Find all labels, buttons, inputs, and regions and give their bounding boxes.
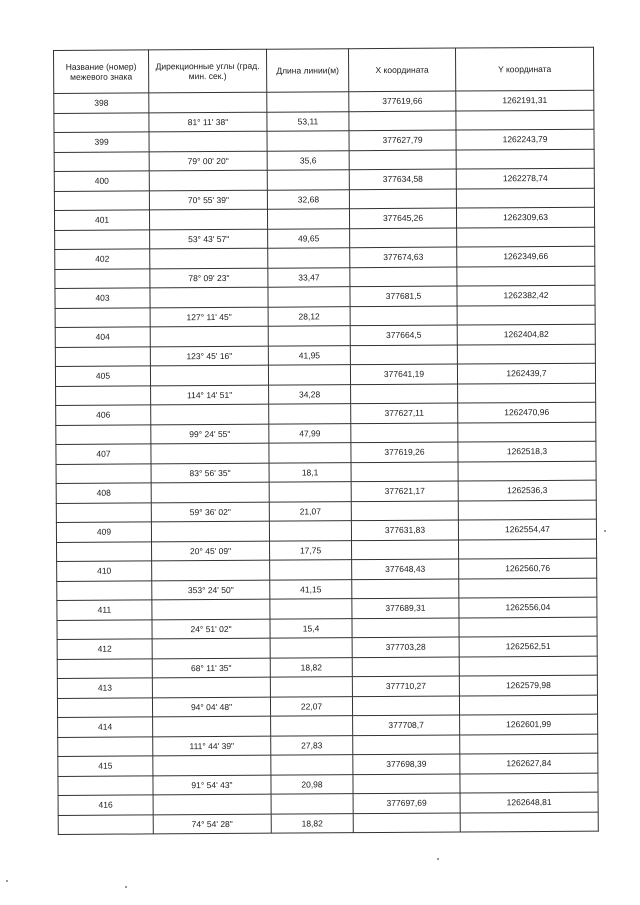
line-length: 41,95 bbox=[268, 345, 350, 365]
y-coordinate: 1262518,3 bbox=[458, 441, 596, 461]
x-coordinate: 377619,66 bbox=[349, 91, 456, 111]
direction-angle: 74° 54' 28" bbox=[153, 814, 271, 834]
y-coordinate: 1262382,42 bbox=[457, 285, 595, 305]
angle-empty bbox=[152, 560, 270, 580]
angle-empty bbox=[152, 599, 270, 619]
length-empty bbox=[267, 209, 349, 229]
direction-angle: 20° 45' 09" bbox=[152, 541, 270, 561]
y-empty bbox=[458, 383, 596, 403]
name-empty bbox=[54, 112, 149, 132]
name-empty bbox=[56, 463, 151, 483]
direction-angle: 114° 14' 51" bbox=[151, 385, 269, 405]
length-empty bbox=[270, 638, 352, 658]
direction-angle: 83° 56' 35" bbox=[151, 463, 269, 483]
line-length: 18,82 bbox=[270, 657, 352, 677]
y-coordinate: 1262404,82 bbox=[457, 324, 595, 344]
angle-empty bbox=[153, 755, 271, 775]
y-coordinate: 1262562,51 bbox=[459, 636, 597, 656]
length-empty bbox=[267, 170, 349, 190]
x-empty bbox=[353, 774, 460, 794]
x-coordinate: 377645,26 bbox=[349, 208, 456, 228]
x-coordinate: 377627,79 bbox=[349, 130, 456, 150]
x-empty bbox=[352, 696, 459, 716]
x-empty bbox=[352, 618, 459, 638]
name-empty bbox=[56, 385, 151, 405]
header-angle: Дирекционные углы (град. мин. сек.) bbox=[149, 49, 267, 93]
y-empty bbox=[457, 305, 595, 325]
x-coordinate: 377703,28 bbox=[352, 637, 459, 657]
point-name: 403 bbox=[55, 288, 150, 308]
y-coordinate: 1262536,3 bbox=[458, 480, 596, 500]
scan-speck bbox=[604, 530, 606, 532]
name-empty bbox=[55, 268, 150, 288]
direction-angle: 24° 51' 02" bbox=[152, 619, 270, 639]
y-empty bbox=[460, 812, 598, 832]
y-empty bbox=[460, 773, 598, 793]
x-empty bbox=[350, 306, 457, 326]
point-name: 412 bbox=[57, 639, 152, 659]
x-empty bbox=[351, 540, 458, 560]
point-name: 398 bbox=[54, 93, 149, 113]
name-empty bbox=[57, 658, 152, 678]
x-coordinate: 377697,69 bbox=[353, 793, 460, 813]
direction-angle: 68° 11' 35" bbox=[152, 658, 270, 678]
y-empty bbox=[456, 188, 594, 208]
angle-empty bbox=[151, 443, 269, 463]
x-empty bbox=[351, 501, 458, 521]
length-empty bbox=[269, 443, 351, 463]
point-name: 411 bbox=[57, 600, 152, 620]
point-name: 410 bbox=[57, 561, 152, 581]
name-empty bbox=[56, 424, 151, 444]
x-empty bbox=[353, 735, 460, 755]
point-name: 402 bbox=[55, 249, 150, 269]
line-length: 53,11 bbox=[267, 111, 349, 131]
x-coordinate: 377621,17 bbox=[351, 481, 458, 501]
point-name: 399 bbox=[54, 132, 149, 152]
x-empty bbox=[351, 423, 458, 443]
line-length: 18,1 bbox=[269, 462, 351, 482]
length-empty bbox=[270, 560, 352, 580]
point-name: 415 bbox=[58, 756, 153, 776]
y-coordinate: 1262560,76 bbox=[459, 558, 597, 578]
direction-angle: 70° 55' 39" bbox=[149, 190, 267, 210]
name-empty bbox=[55, 229, 150, 249]
scan-speck bbox=[437, 858, 439, 860]
angle-empty bbox=[150, 248, 268, 268]
length-empty bbox=[268, 248, 350, 268]
length-empty bbox=[271, 716, 353, 736]
direction-angle: 81° 11' 38" bbox=[149, 112, 267, 132]
angle-empty bbox=[150, 326, 268, 346]
x-empty bbox=[349, 150, 456, 170]
length-empty bbox=[269, 404, 351, 424]
line-length: 47,99 bbox=[269, 423, 351, 443]
angle-empty bbox=[152, 677, 270, 697]
scan-speck bbox=[6, 880, 8, 882]
direction-angle: 111° 44' 39" bbox=[153, 736, 271, 756]
angle-empty bbox=[149, 131, 267, 151]
angle-empty bbox=[149, 170, 267, 190]
direction-angle: 53° 43' 57" bbox=[150, 229, 268, 249]
y-empty bbox=[456, 149, 594, 169]
y-coordinate: 1262309,63 bbox=[456, 207, 594, 227]
x-coordinate: 377634,58 bbox=[349, 169, 456, 189]
y-coordinate: 1262470,96 bbox=[458, 402, 596, 422]
name-empty bbox=[55, 307, 150, 327]
x-empty bbox=[353, 813, 460, 833]
x-empty bbox=[349, 189, 456, 209]
direction-angle: 79° 00' 20" bbox=[149, 151, 267, 171]
y-empty bbox=[456, 110, 594, 130]
y-empty bbox=[459, 656, 597, 676]
point-name: 405 bbox=[55, 366, 150, 386]
x-coordinate: 377619,26 bbox=[351, 442, 458, 462]
x-empty bbox=[351, 384, 458, 404]
y-coordinate: 1262579,98 bbox=[459, 675, 597, 695]
point-name: 409 bbox=[56, 522, 151, 542]
direction-angle: 123° 45' 16" bbox=[150, 346, 268, 366]
line-length: 41,15 bbox=[270, 579, 352, 599]
y-empty bbox=[457, 266, 595, 286]
x-empty bbox=[351, 462, 458, 482]
x-coordinate: 377627,11 bbox=[351, 403, 458, 423]
direction-angle: 91° 54' 43" bbox=[153, 775, 271, 795]
direction-angle: 59° 36' 02" bbox=[151, 502, 269, 522]
y-empty bbox=[458, 461, 596, 481]
y-empty bbox=[459, 617, 597, 637]
line-length: 17,75 bbox=[270, 540, 352, 560]
name-empty bbox=[58, 775, 153, 795]
scan-speck bbox=[125, 886, 127, 888]
line-length: 27,83 bbox=[271, 735, 353, 755]
header-y: Y координата bbox=[455, 47, 593, 91]
angle-empty bbox=[153, 794, 271, 814]
direction-angle: 353° 24' 50" bbox=[152, 580, 270, 600]
name-empty bbox=[58, 736, 153, 756]
angle-empty bbox=[149, 92, 267, 112]
y-coordinate: 1262554,47 bbox=[458, 519, 596, 539]
line-length: 28,12 bbox=[268, 306, 350, 326]
name-empty bbox=[57, 541, 152, 561]
length-empty bbox=[267, 92, 349, 112]
line-length: 15,4 bbox=[270, 618, 352, 638]
x-coordinate: 377710,27 bbox=[352, 676, 459, 696]
point-name: 401 bbox=[54, 210, 149, 230]
x-coordinate: 377698,39 bbox=[353, 754, 460, 774]
length-empty bbox=[267, 131, 349, 151]
angle-empty bbox=[153, 716, 271, 736]
y-coordinate: 1262439,7 bbox=[457, 363, 595, 383]
name-empty bbox=[58, 814, 153, 834]
y-empty bbox=[457, 344, 595, 364]
length-empty bbox=[268, 326, 350, 346]
angle-empty bbox=[151, 482, 269, 502]
y-empty bbox=[457, 227, 595, 247]
y-coordinate: 1262278,74 bbox=[456, 168, 594, 188]
x-empty bbox=[350, 345, 457, 365]
x-coordinate: 377664,5 bbox=[350, 325, 457, 345]
x-coordinate: 377674,63 bbox=[350, 247, 457, 267]
line-length: 18,82 bbox=[271, 813, 353, 833]
y-empty bbox=[458, 500, 596, 520]
x-coordinate: 377631,83 bbox=[351, 520, 458, 540]
name-empty bbox=[55, 346, 150, 366]
header-length: Длина линии(м) bbox=[266, 49, 348, 93]
length-empty bbox=[269, 521, 351, 541]
point-name: 407 bbox=[56, 444, 151, 464]
length-empty bbox=[269, 482, 351, 502]
x-coordinate: 377641,19 bbox=[350, 364, 457, 384]
angle-empty bbox=[151, 521, 269, 541]
x-coordinate: 377648,43 bbox=[352, 559, 459, 579]
length-empty bbox=[270, 677, 352, 697]
direction-angle: 94° 04' 48" bbox=[152, 697, 270, 717]
name-empty bbox=[54, 190, 149, 210]
name-empty bbox=[57, 580, 152, 600]
y-empty bbox=[460, 734, 598, 754]
angle-empty bbox=[150, 365, 268, 385]
length-empty bbox=[270, 599, 352, 619]
x-empty bbox=[350, 267, 457, 287]
angle-empty bbox=[152, 638, 270, 658]
angle-empty bbox=[151, 404, 269, 424]
line-length: 49,65 bbox=[268, 228, 350, 248]
y-empty bbox=[459, 578, 597, 598]
y-coordinate: 1262601,99 bbox=[460, 714, 598, 734]
line-length: 33,47 bbox=[268, 267, 350, 287]
name-empty bbox=[54, 151, 149, 171]
point-name: 406 bbox=[56, 405, 151, 425]
x-coordinate: 377681,5 bbox=[350, 286, 457, 306]
line-length: 22,07 bbox=[270, 696, 352, 716]
name-empty bbox=[56, 502, 151, 522]
length-empty bbox=[271, 755, 353, 775]
y-coordinate: 1262191,31 bbox=[456, 90, 594, 110]
y-empty bbox=[459, 695, 597, 715]
direction-angle: 127° 11' 45" bbox=[150, 307, 268, 327]
line-length: 35,6 bbox=[267, 150, 349, 170]
line-length: 21,07 bbox=[269, 501, 351, 521]
header-row bbox=[54, 47, 594, 93]
direction-angle: 78° 09' 23" bbox=[150, 268, 268, 288]
point-name: 408 bbox=[56, 483, 151, 503]
point-name: 413 bbox=[57, 678, 152, 698]
name-empty bbox=[57, 697, 152, 717]
length-empty bbox=[268, 365, 350, 385]
point-name: 400 bbox=[54, 171, 149, 191]
boundary-coordinates-table bbox=[53, 47, 599, 835]
angle-empty bbox=[150, 287, 268, 307]
header-x: X координата bbox=[348, 48, 455, 92]
y-coordinate: 1262648,81 bbox=[460, 792, 598, 812]
x-empty bbox=[352, 579, 459, 599]
segment-row bbox=[58, 812, 598, 835]
y-empty bbox=[458, 422, 596, 442]
x-coordinate: 377708,7 bbox=[353, 715, 460, 735]
point-name: 416 bbox=[58, 795, 153, 815]
y-coordinate: 1262627,84 bbox=[460, 753, 598, 773]
x-empty bbox=[349, 111, 456, 131]
y-coordinate: 1262349,66 bbox=[457, 246, 595, 266]
y-coordinate: 1262243,79 bbox=[456, 129, 594, 149]
point-name: 404 bbox=[55, 327, 150, 347]
line-length: 34,28 bbox=[269, 384, 351, 404]
angle-empty bbox=[149, 209, 267, 229]
line-length: 20,98 bbox=[271, 774, 353, 794]
x-coordinate: 377689,31 bbox=[352, 598, 459, 618]
header-name: Название (номер) межевого знака bbox=[54, 50, 149, 94]
line-length: 32,68 bbox=[267, 189, 349, 209]
direction-angle: 99° 24' 55" bbox=[151, 424, 269, 444]
length-empty bbox=[268, 287, 350, 307]
point-name: 414 bbox=[58, 717, 153, 737]
x-empty bbox=[350, 228, 457, 248]
y-coordinate: 1262556,04 bbox=[459, 597, 597, 617]
name-empty bbox=[57, 619, 152, 639]
x-empty bbox=[352, 657, 459, 677]
length-empty bbox=[271, 794, 353, 814]
y-empty bbox=[458, 539, 596, 559]
survey-sheet bbox=[53, 47, 598, 846]
